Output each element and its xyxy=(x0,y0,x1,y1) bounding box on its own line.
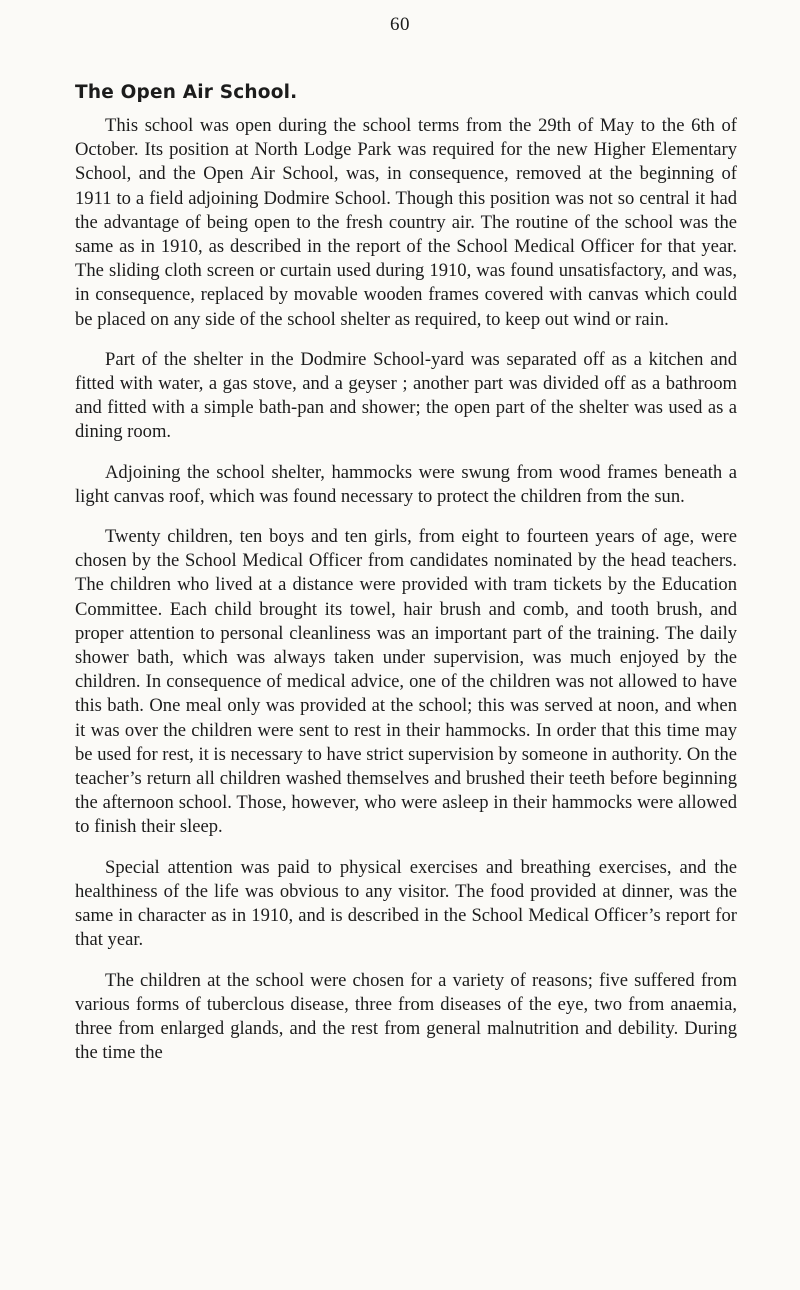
page-number: 60 xyxy=(390,14,410,35)
paragraph-reasons: The children at the school were chosen for a variety of reasons; five suffered from various forms of tuberclous disease, three from diseases of the eye, two from anaemia, three from enlarged glands, and the rest from general malnutrition and debility. During the time the xyxy=(75,969,737,1064)
paragraph-exercises: Special attention was paid to physical exercises and breathing exercises, and the healthiness of the life was obvious to any visitor. The food provided at dinner, was the same in character as in 1910, and is described in the School Medical Officer’s report for that year. xyxy=(75,856,737,951)
paragraph-location: This school was open during the school terms from the 29th of May to the 6th of October. Its position at North Lodge Park was required for the new Higher Elementary School, and the Open Air School, was, in consequence, removed at the beginning of 1911 to a field adjoining Dodmire School. Though this position was not so central it had the advantage of being open to the fresh country air. The routine of the school was the same as in 1910, as described in the report of the School Medical Officer for that year. The sliding cloth screen or curtain used during 1910, was found unsatisfactory, and was, in consequence, replaced by movable wooden frames covered with canvas which could be placed on any side of the school shelter as required, to keep out wind or rain. xyxy=(75,115,737,330)
body-text xyxy=(75,114,737,1081)
paragraph-shelter: Part of the shelter in the Dodmire School-yard was separated off as a kitchen and fitted with water, a gas stove, and a geyser ; another part was divided off as a bathroom and fitted with a simple bath-pan and shower; the open part of the shelter was used as a dining room. xyxy=(75,348,737,443)
paragraph-children: Twenty children, ten boys and ten girls, from eight to fourteen years of age, were chosen by the School Medical Officer from candidates nominated by the head teachers. The children who lived at a distance were provided with tram tickets by the Education Committee. Each child brought its towel, hair brush and comb, and tooth brush, and proper attention to personal cleanliness was an important part of the training. The daily shower bath, which was always taken under supervision, was much enjoyed by the children. In consequence of medical advice, one of the children was not allowed to have this bath. One meal only was provided at the school; this was served at noon, and when it was over the children were sent to rest in their hammocks. In order that this time may be used for rest, it is necessary to have strict supervision by someone in authority. On the teacher’s return all children washed themselves and brushed their teeth before beginning the afternoon school. Those, however, who were asleep in their hammocks were allowed to finish their sleep. xyxy=(75,526,737,838)
section-heading: The Open Air School. xyxy=(75,82,298,103)
paragraph-hammocks: Adjoining the school shelter, hammocks were swung from wood frames beneath a light canvas roof, which was found necessary to protect the children from the sun. xyxy=(75,461,737,507)
